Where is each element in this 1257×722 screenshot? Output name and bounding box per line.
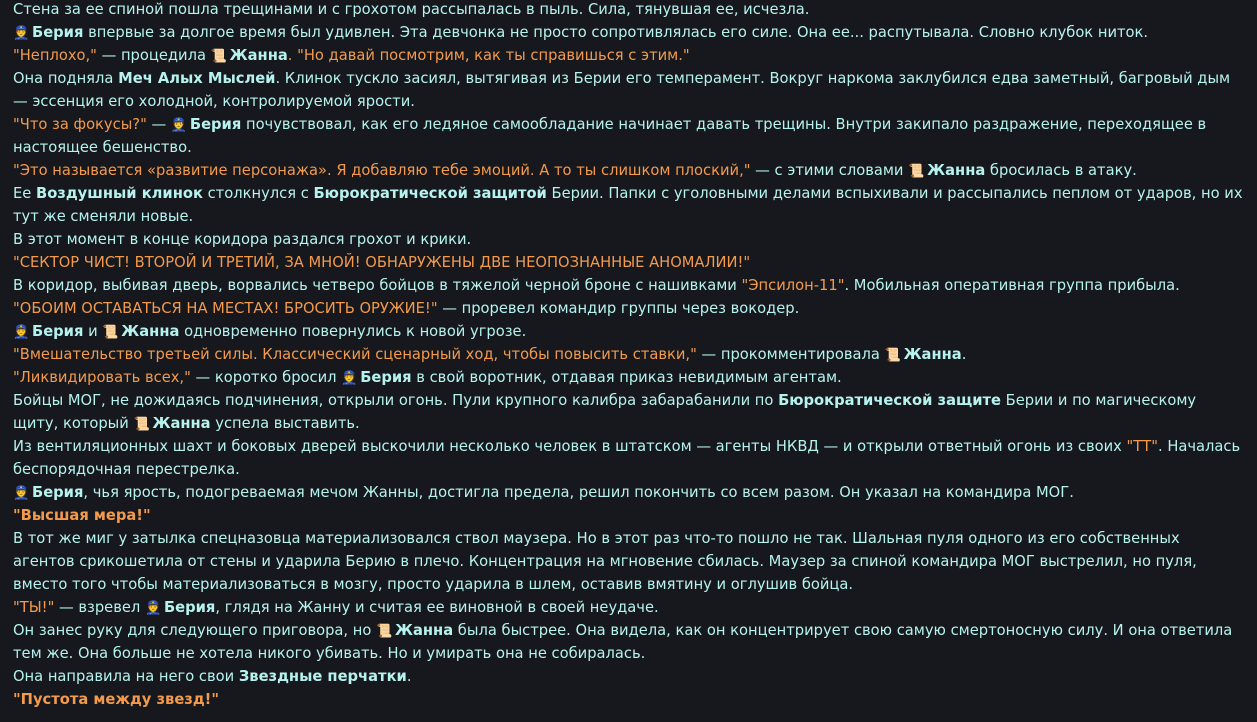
scroll-icon: 📜 [133,417,150,432]
scroll-icon: 📜 [908,164,925,179]
narration-text: одновременно повернулись к новой угрозе. [179,323,527,340]
narration-text: Она направила на него свои [13,668,239,685]
ability-name: Бюрократической защите [778,392,1001,409]
dialogue-text: "Это называется «развитие персонажа». Я добавляю тебе эмоций. А то ты слишком плоский," [13,162,751,179]
scroll-icon: 📜 [376,624,393,639]
ability-name: Звездные перчатки [238,668,407,685]
story-paragraph [13,619,1245,665]
story-paragraph [13,596,1245,619]
dialogue-text: "СЕКТОР ЧИСТ! ВТОРОЙ И ТРЕТИЙ, ЗА МНОЙ! ОБНАРУЖЕНЫ ДВЕ НЕОПОЗНАННЫЕ АНОМАЛИИ!" [13,254,751,271]
story-paragraph [13,320,1245,343]
narration-text: почувствовал, как его ледяное самообладание начинает давать трещины. Внутри закипало раздражение, переходящее в настоящее бешенство. [13,116,1207,156]
dialogue-text: "Ликвидировать всех," [13,369,191,386]
narration-text: . [961,346,967,363]
narration-text: . [406,668,412,685]
character-name: Берия [32,24,84,41]
story-paragraph [13,366,1245,389]
narration-text: — процедила [96,47,211,64]
narration-text: была быстрее. Она видела, как он концентрирует свою самую смертоносную силу. И она ответила тем же. Она больше не хотела никого убивать. Но и умирать она не собиралась. [13,622,1233,662]
dialogue-text: "Неплохо," [13,47,97,64]
narration-text: и [83,323,103,340]
scroll-icon: 📜 [884,348,901,363]
story-paragraph [13,0,1245,21]
story-paragraph [13,527,1245,596]
character-name: Жанна [395,622,454,639]
narration-text: впервые за долгое время был удивлен. Эта девчонка не просто сопротивлялась его силе. Она ее... распутывала. Словно клубок ниток. [83,24,1149,41]
character-name: Жанна [121,323,180,340]
narration-text: , глядя на Жанну и считая ее виновной в своей неудаче. [215,599,659,616]
dialogue-text: "Вмешательство третьей силы. Классический сценарный ход, чтобы повысить ставки," [13,346,697,363]
narration-text: В этот момент в конце коридора раздался грохот и крики. [13,231,472,248]
dialogue-text: "Эпсилон-11" [741,277,845,294]
character-name: Берия [32,323,84,340]
narration-text: — проревел командир группы через вокодер. [437,300,800,317]
policeman-icon: 👮 [13,325,30,340]
policeman-icon: 👮 [13,486,30,501]
story-paragraph [13,274,1245,297]
story-paragraph [13,481,1245,504]
character-name: Берия [360,369,412,386]
ability-name: Воздушный клинок [36,185,203,202]
dialogue-text: "ТЫ!" [13,599,55,616]
character-name: Берия [163,599,216,616]
narration-text: Из вентиляционных шахт и боковых дверей выскочили несколько человек в штатском — агенты НКВД — и открыли ответный огонь из своих [13,438,1127,455]
dialogue-text: "ОБОИМ ОСТАВАТЬСЯ НА МЕСТАХ! БРОСИТЬ ОРУЖИЕ!" [13,300,438,317]
dialogue-text: . "Но давай посмотрим, как ты справишься с этим." [287,47,690,64]
narration-text: Он занес руку для следующего приговора, но [13,622,377,639]
policeman-icon: 👮 [144,601,162,616]
story-paragraph [13,251,1245,274]
dialogue-text: "Пустота между звезд!" [13,691,220,708]
character-name: Жанна [229,47,288,64]
dialogue-text: "Высшая мера!" [13,507,151,524]
story-paragraph [13,343,1245,366]
ability-name: Меч Алых Мыслей [118,70,276,87]
narration-text: , чья ярость, подогреваемая мечом Жанны, достигла предела, решил покончить со всем разом. Он указал на командира МОГ. [83,484,1074,501]
narration-text: Берии и по магическому щиту, который [13,392,1197,432]
narration-text: Берии. Папки с уголовными делами вспыхивали и рассыпались пеплом от ударов, но их тут же сменяли новые. [13,185,1243,225]
narration-text: — прокомментировала [696,346,885,363]
story-paragraph [13,435,1245,481]
narration-text: — [146,116,171,133]
narration-text: — взревел [54,599,145,616]
story-paragraph [13,688,1245,711]
narration-text: . Клинок тускло засиял, вытягивая из Берии его темперамент. Вокруг наркома заклубился едва заметный, багровый дым — эссенция его холодной, контролируемой ярости. [13,70,1231,110]
dialogue-text: "ТТ" [1126,438,1158,455]
story-paragraph [13,67,1245,113]
story-paragraph [13,44,1245,67]
story-paragraph [13,297,1245,320]
character-name: Жанна [152,415,211,432]
narration-text: Бойцы МОГ, не дожидаясь подчинения, открыли огонь. Пули крупного калибра забарабанили по [13,392,779,409]
narration-text: успела выставить. [210,415,360,432]
character-name: Жанна [903,346,962,363]
ability-name: Бюрократической защитой [313,185,547,202]
narration-text: Стена за ее спиной пошла трещинами и с грохотом рассыпалась в пыль. Сила, тянувшая ее, исчезла. [13,1,810,18]
story-paragraph [13,389,1245,435]
narration-text: — с этими словами [750,162,909,179]
narration-text: бросилась в атаку. [985,162,1137,179]
dialogue-text: "Что за фокусы?" [13,116,147,133]
story-paragraph [13,228,1245,251]
narration-text: Она подняла [13,70,119,87]
scroll-icon: 📜 [210,49,227,64]
narration-text: . Мобильная оперативная группа прибыла. [844,277,1180,294]
story-paragraph [13,21,1245,44]
policeman-icon: 👮 [13,26,30,41]
story-paragraph [13,113,1245,159]
policeman-icon: 👮 [341,371,358,386]
character-name: Берия [189,116,242,133]
story-paragraph [13,182,1245,228]
story-paragraph [13,159,1245,182]
narration-text: в свой воротник, отдавая приказ невидимым агентам. [411,369,842,386]
narration-text: В тот же миг у затылка спецназовца материализовался ствол маузера. Но в этот раз что-то пошло не так. Шальная пуля одного из его собственных агентов срикошетила от стены и ударила Берию в плечо. Концентрация на мгновение сбилась. Маузер за спиной командира МОГ выстрелил, но пуля, вместо того чтобы материализоваться в мозгу, просто ударила в шлем, оставив вмятину и оглушив бойца. [13,530,1197,593]
character-name: Жанна [927,162,986,179]
character-name: Берия [32,484,84,501]
narration-text: столкнулся с [202,185,314,202]
narration-text: . Началась беспорядочная перестрелка. [13,438,1241,478]
story-paragraph [13,665,1245,688]
policeman-icon: 👮 [170,118,188,133]
narration-text: — коротко бросил [190,369,342,386]
narration-text: В коридор, выбивая дверь, ворвались четверо бойцов в тяжелой черной броне с нашивками [13,277,742,294]
narration-text: Ее [13,185,36,202]
story-paragraph [13,504,1245,527]
scroll-icon: 📜 [102,325,119,340]
